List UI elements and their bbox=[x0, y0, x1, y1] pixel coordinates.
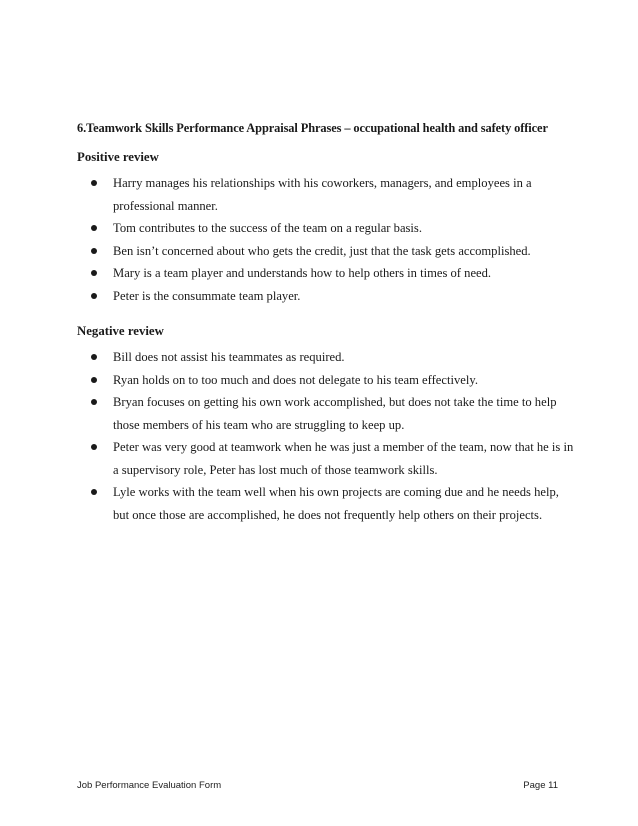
list-item-text: Bill does not assist his teammates as required. bbox=[113, 350, 345, 364]
negative-review-title: Negative review bbox=[77, 324, 164, 338]
positive-review-list bbox=[0, 172, 638, 307]
list-item-text: Bryan focuses on getting his own work accomplished, but does not take the time to help those members of his team who are struggling to keep up. bbox=[113, 395, 557, 432]
list-item bbox=[0, 262, 638, 285]
bullet-icon bbox=[91, 377, 97, 383]
bullet-icon bbox=[91, 354, 97, 360]
list-item bbox=[0, 391, 638, 436]
list-item-text: Peter was very good at teamwork when he was just a member of the team, now that he is in a supervisory role, Peter has lost much of those teamwork skills. bbox=[113, 440, 574, 477]
list-item bbox=[0, 369, 638, 392]
list-item-text: Harry manages his relationships with his coworkers, managers, and employees in a professional manner. bbox=[113, 176, 532, 213]
footer-page-number: Page 11 bbox=[523, 780, 558, 791]
list-item-text: Mary is a team player and understands how to help others in times of need. bbox=[113, 266, 492, 280]
bullet-icon bbox=[91, 270, 97, 276]
list-item bbox=[0, 240, 638, 263]
bullet-icon bbox=[91, 248, 97, 254]
list-item bbox=[0, 217, 638, 240]
list-item-text: Lyle works with the team well when his own projects are coming due and he needs help, but once those are accomplished, he does not frequently help others on their projects. bbox=[113, 485, 559, 522]
negative-review-list bbox=[0, 346, 638, 526]
bullet-icon bbox=[91, 293, 97, 299]
page-heading: 6.Teamwork Skills Performance Appraisal Phrases – occupational health and safety officer bbox=[77, 121, 548, 135]
list-item bbox=[0, 346, 638, 369]
bullet-icon bbox=[91, 444, 97, 450]
list-item-text: Tom contributes to the success of the team on a regular basis. bbox=[113, 221, 422, 235]
list-item bbox=[0, 481, 638, 526]
list-item-text: Ryan holds on to too much and does not delegate to his team effectively. bbox=[113, 372, 478, 387]
bullet-icon bbox=[91, 489, 97, 495]
list-item bbox=[0, 172, 638, 217]
list-item-text: Peter is the consummate team player. bbox=[113, 288, 301, 303]
bullet-icon bbox=[91, 225, 97, 231]
list-item bbox=[0, 285, 638, 308]
footer-form-title: Job Performance Evaluation Form bbox=[77, 780, 222, 791]
positive-review-title: Positive review bbox=[77, 150, 159, 164]
list-item-text: Ben isn’t concerned about who gets the credit, just that the task gets accomplished. bbox=[113, 243, 531, 258]
bullet-icon bbox=[91, 399, 97, 405]
list-item bbox=[0, 436, 638, 481]
bullet-icon bbox=[91, 180, 97, 186]
